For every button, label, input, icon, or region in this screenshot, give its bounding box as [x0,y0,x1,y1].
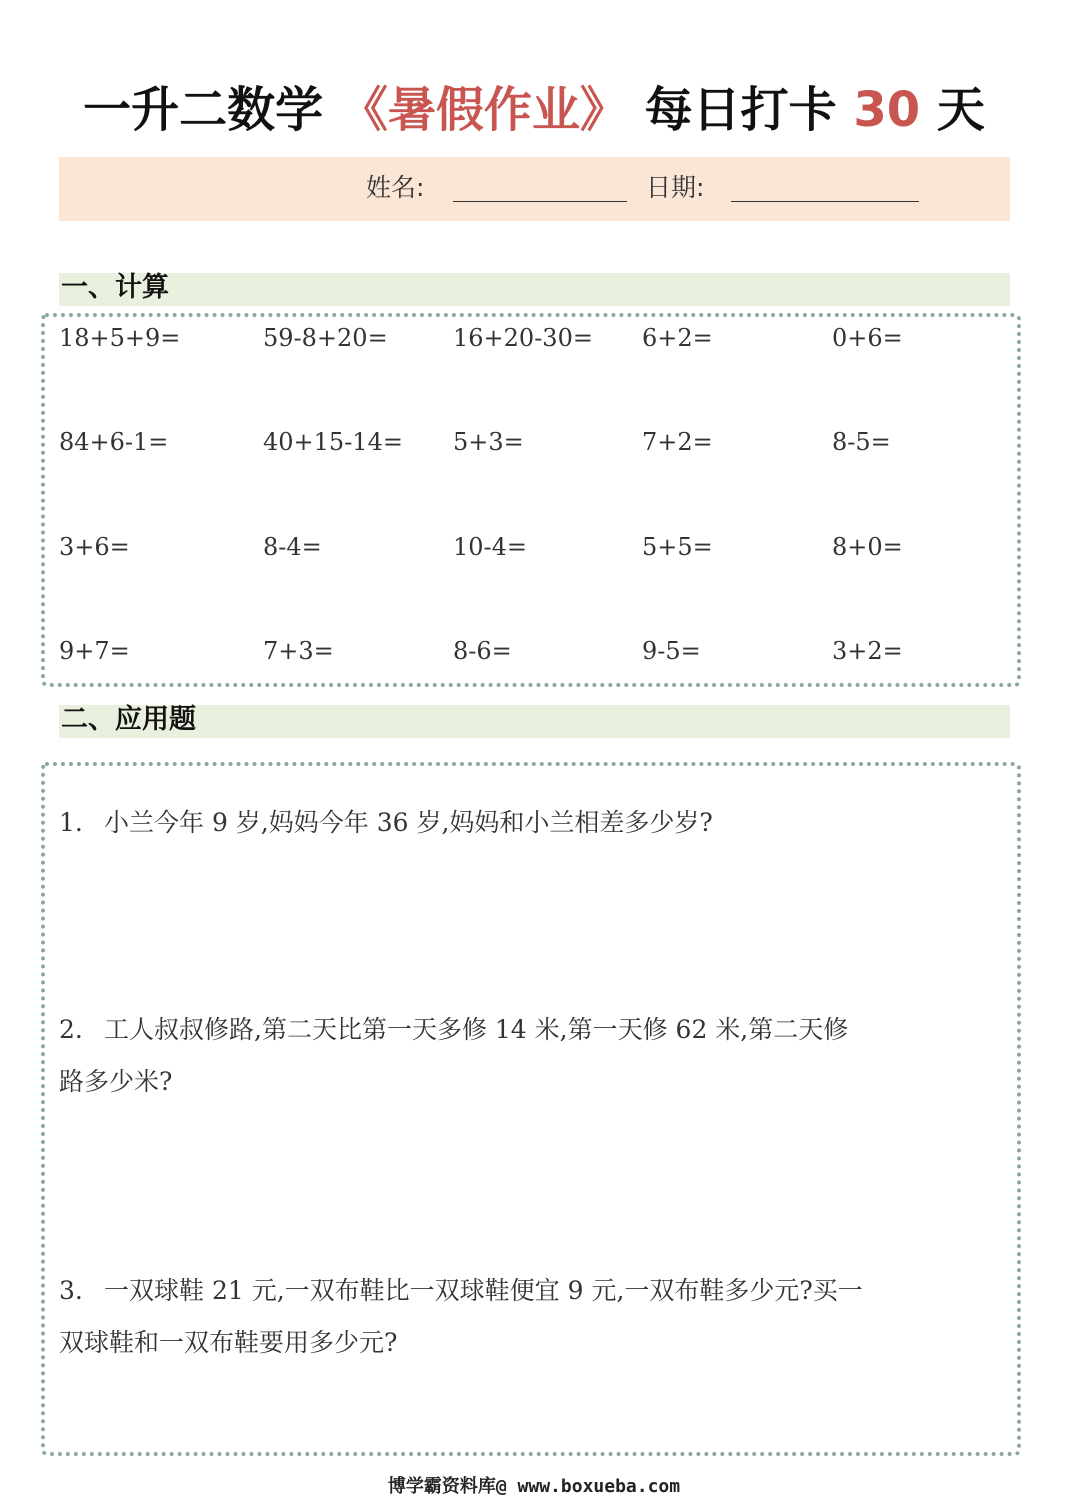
calc-item: 0+6= [832,324,903,352]
calc-item: 3+6= [59,533,130,561]
problem-number: 1. [59,808,83,837]
problem-number: 3. [59,1276,83,1305]
word-problem-3 [59,1265,1014,1369]
title-middle: 每日打卡 [644,82,837,138]
calc-item: 7+3= [263,637,334,665]
footer-watermark: 博学霸资料库@ www.boxueba.com [387,1476,681,1497]
word-problem-2 [59,1004,1014,1108]
calc-item: 8-6= [453,637,512,665]
calc-item: 8-5= [832,428,891,456]
worksheet-title [0,78,1068,142]
calc-item: 16+20-30= [453,324,593,352]
calc-item: 59-8+20= [263,324,388,352]
calc-item: 84+6-1= [59,428,169,456]
title-number: 30 [853,82,921,138]
calc-item: 9-5= [642,637,701,665]
calc-item: 9+7= [59,637,130,665]
word-problem-1 [59,797,1014,849]
section-calc-header [59,273,1010,306]
name-label: 姓名: [366,173,425,202]
calc-item: 5+3= [453,428,524,456]
name-blank-line[interactable] [453,201,627,202]
problem-text-line: 双球鞋和一双布鞋要用多少元? [59,1328,398,1357]
problem-text-line: 工人叔叔修路,第二天比第一天多修 14 米,第一天修 62 米,第二天修 [104,1015,849,1044]
calc-item: 18+5+9= [59,324,181,352]
date-blank-line[interactable] [731,201,919,202]
calc-item: 3+2= [832,637,903,665]
calc-item: 5+5= [642,533,713,561]
problem-number: 2. [59,1015,83,1044]
title-prefix: 一升二数学 [83,82,324,138]
problem-text-line: 一双球鞋 21 元,一双布鞋比一双球鞋便宜 9 元,一双布鞋多少元?买一 [104,1276,863,1305]
name-date-band [59,157,1010,221]
calc-item: 8-4= [263,533,322,561]
problem-text-line: 小兰今年 9 岁,妈妈今年 36 岁,妈妈和小兰相差多少岁? [104,808,713,837]
calc-item: 40+15-14= [263,428,403,456]
section-calc-title: 一、计算 [61,272,169,303]
title-suffix: 天 [936,82,985,138]
calc-item: 7+2= [642,428,713,456]
problem-text-line: 路多少米? [59,1067,173,1096]
calc-item: 8+0= [832,533,903,561]
calc-box [41,313,1021,687]
date-label: 日期: [646,173,705,202]
calc-item: 10-4= [453,533,528,561]
calc-item: 6+2= [642,324,713,352]
section-word-problems-header [59,705,1010,738]
section-word-problems-title: 二、应用题 [61,704,196,735]
title-accent: 《暑假作业》 [339,82,628,138]
